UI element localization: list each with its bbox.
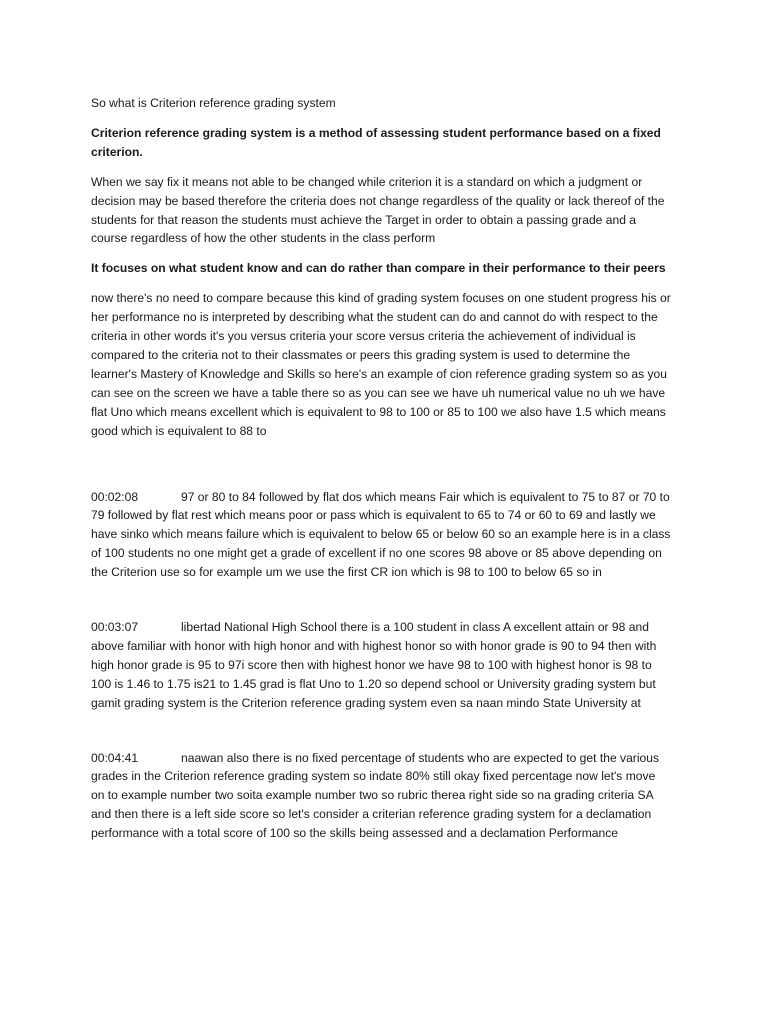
timestamp: 00:03:07: [91, 620, 139, 635]
transcript-segment-3: [91, 749, 672, 844]
segment-text: naawan also there is no fixed percentage of students who are expected to get the various grades in the Criterion reference grading system so indate 80% still okay fixed percentage now let's move on to example number two soita example number two so rubric therea right side so na grading criteria SA and then there is a left side score so let's consider a criterian reference grading system for a declamation performance with a total score of 100 so the skills being assessed and a declamation Performance: [91, 750, 660, 841]
focus-heading: It focuses on what student know and can do rather than compare in their performance to their peers: [91, 261, 666, 276]
intro-line: So what is Criterion reference grading system: [91, 96, 336, 110]
section-gap: [91, 582, 672, 618]
timestamp: 00:02:08: [91, 489, 139, 504]
section-gap: [91, 452, 672, 488]
paragraph-comparison: now there's no need to compare because this kind of grading system focuses on one student progress his or her performance no is interpreted by describing what the student can do and cannot do with respect to the criteria in other words it's you versus criteria your score versus criteria the achievement of individual is compared to the criteria not to their classmates or peers this grading system is used to determine the learner's Mastery of Knowledge and Skills so here's an example of cion reference grading system so as you can see on the screen we have a table there so as you can see we have uh numerical value no uh we have flat Uno which means excellent which is equivalent to 98 to 100 or 85 to 100 we also have 1.5 which means good which is equivalent to 88 to: [91, 291, 671, 438]
timestamp: 00:04:41: [91, 750, 139, 765]
paragraph-fixed-criterion: When we say fix it means not able to be changed while criterion it is a standard on which a judgment or decision may be based therefore the criteria does not change regardless of the quality or lack thereof of the students for that reason the students must achieve the Target in order to obtain a passing grade and a course regardless of how the other students in the class perform: [91, 174, 665, 246]
transcript-segment-2: [91, 618, 672, 713]
segment-text: 97 or 80 to 84 followed by flat dos which means Fair which is equivalent to 75 to 87 or 70 to 79 followed by flat rest which means poor or pass which is equivalent to 65 to 74 or 60 to 69 and lastly we have sinko which means failure which is equivalent to below 65 or below 60 so an example here is in a class of 100 students no one might get a grade of excellent if no one scores 98 above or 85 above depending on the Criterion use so for example um we use the first CR ion which is 98 to 100 to below 65 so in: [91, 489, 671, 580]
definition-heading: Criterion reference grading system is a method of assessing student performance based on a fixed criterion.: [91, 125, 661, 159]
segment-text: libertad National High School there is a 100 student in class A excellent attain or 98 and above familiar with honor with high honor and with highest honor so with honor grade is 90 to 94 then with high honor grade is 95 to 97i score then with highest honor we have 98 to 100 with highest honor is 98 to 100 is 1.46 to 1.75 is21 to 1.45 grad is flat Uno to 1.20 so depend school or University grading system but gamit grading system is the Criterion reference grading system even sa naan mindo State University at: [91, 620, 657, 710]
transcript-segment-1: [91, 488, 672, 583]
section-gap: [91, 713, 672, 749]
